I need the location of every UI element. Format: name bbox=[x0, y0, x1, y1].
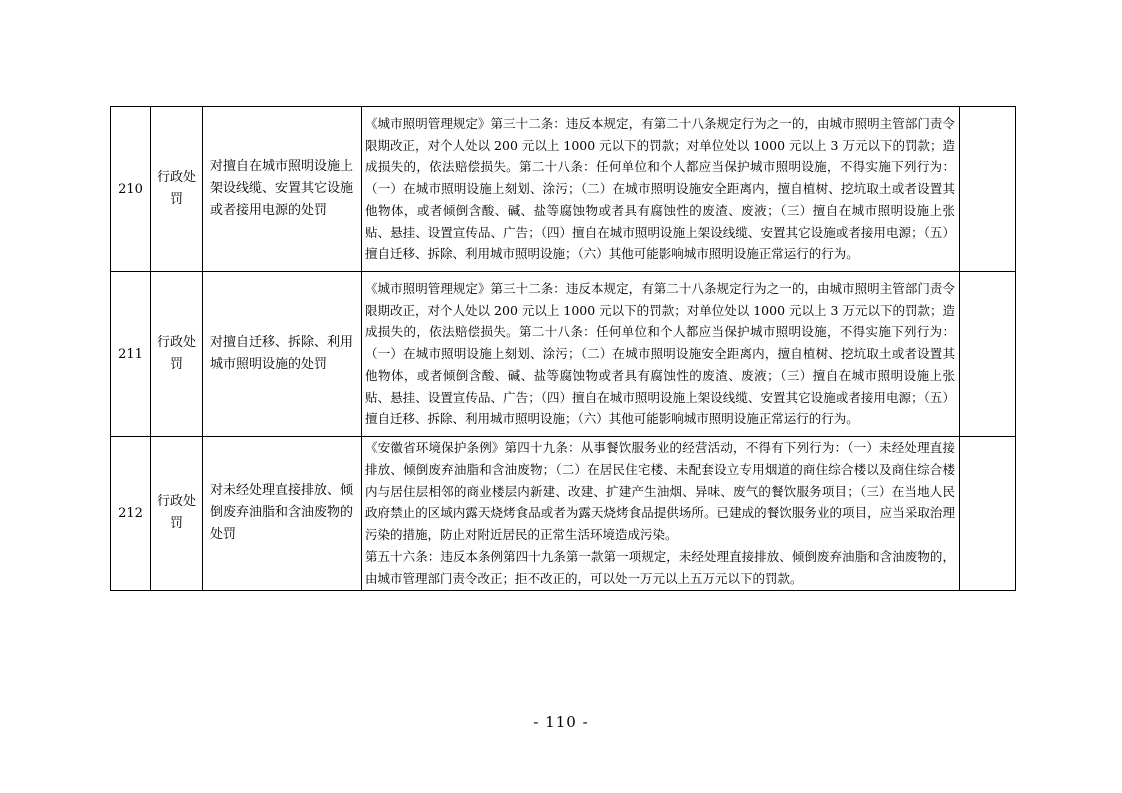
legal-basis bbox=[362, 272, 960, 437]
note-cell bbox=[960, 107, 1016, 272]
note-cell bbox=[960, 272, 1016, 437]
penalty-item: 对擅自在城市照明设施上架设线缆、安置其它设施或者接用电源的处罚 bbox=[203, 107, 362, 272]
row-number: 212 bbox=[111, 437, 151, 591]
row-number: 210 bbox=[111, 107, 151, 272]
penalty-category: 行政处罚 bbox=[151, 272, 203, 437]
table-row bbox=[111, 437, 1016, 591]
legal-basis-paragraph: 《城市照明管理规定》第三十二条：违反本规定，有第二十八条规定行为之一的，由城市照明主管部门责令限期改正，对个人处以 200 元以上 1000 元以下的罚款；对单位处以 1000 元以上 3 万元以下的罚款；造成损失的，依法赔偿损失。第二十八条：任何单位和个人都应当保护城市照明设施，不得实施下列行为：（一）在城市照明设施上刻划、涂污；（二）在城市照明设施安全距离内，擅自植树、挖坑取土或者设置其他物体，或者倾倒含酸、碱、盐等腐蚀物或者具有腐蚀性的废渣、废液；（三）擅自在城市照明设施上张贴、悬挂、设置宣传品、广告；（四）擅自在城市照明设施上架设线缆、安置其它设施或者接用电源；（五）擅自迁移、拆除、利用城市照明设施；（六）其他可能影响城市照明设施正常运行的行为。 bbox=[365, 280, 955, 427]
row-number: 211 bbox=[111, 272, 151, 437]
note-cell bbox=[960, 437, 1016, 591]
penalty-category: 行政处罚 bbox=[151, 437, 203, 591]
legal-basis-paragraph: 第五十六条：违反本条例第四十九条第一款第一项规定，未经处理直接排放、倾倒废弃油脂和含油废物的，由城市管理部门责令改正；拒不改正的，可以处一万元以上五万元以下的罚款。 bbox=[365, 548, 955, 586]
penalty-item: 对未经处理直接排放、倾倒废弃油脂和含油废物的处罚 bbox=[203, 437, 362, 591]
penalty-category: 行政处罚 bbox=[151, 107, 203, 272]
legal-basis-paragraph: 《安徽省环境保护条例》第四十九条：从事餐饮服务业的经营活动，不得有下列行为：（一）未经处理直接排放、倾倒废弃油脂和含油废物；（二）在居民住宅楼、未配套设立专用烟道的商住综合楼以及商住综合楼内与居住层相邻的商业楼层内新建、改建、扩建产生油烟、异味、废气的餐饮服务项目；（三）在当地人民政府禁止的区域内露天烧烤食品或者为露天烧烤食品提供场所。已建成的餐饮服务业的项目，应当采取治理污染的措施，防止对附近居民的正常生活环境造成污染。 bbox=[365, 440, 955, 543]
regulation-table bbox=[110, 106, 1016, 591]
legal-basis bbox=[362, 107, 960, 272]
table-row bbox=[111, 272, 1016, 437]
legal-basis bbox=[362, 437, 960, 591]
page-number: - 110 - bbox=[533, 713, 589, 731]
table-row bbox=[111, 107, 1016, 272]
penalty-item: 对擅自迁移、拆除、利用城市照明设施的处罚 bbox=[203, 272, 362, 437]
legal-basis-paragraph: 《城市照明管理规定》第三十二条：违反本规定，有第二十八条规定行为之一的，由城市照明主管部门责令限期改正，对个人处以 200 元以上 1000 元以下的罚款；对单位处以 1000 元以上 3 万元以下的罚款；造成损失的，依法赔偿损失。第二十八条：任何单位和个人都应当保护城市照明设施，不得实施下列行为：（一）在城市照明设施上刻划、涂污；（二）在城市照明设施安全距离内，擅自植树、挖坑取土或者设置其他物体，或者倾倒含酸、碱、盐等腐蚀物或者具有腐蚀性的废渣、废液；（三）擅自在城市照明设施上张贴、悬挂、设置宣传品、广告；（四）擅自在城市照明设施上架设线缆、安置其它设施或者接用电源；（五）擅自迁移、拆除、利用城市照明设施；（六）其他可能影响城市照明设施正常运行的行为。 bbox=[365, 115, 955, 262]
